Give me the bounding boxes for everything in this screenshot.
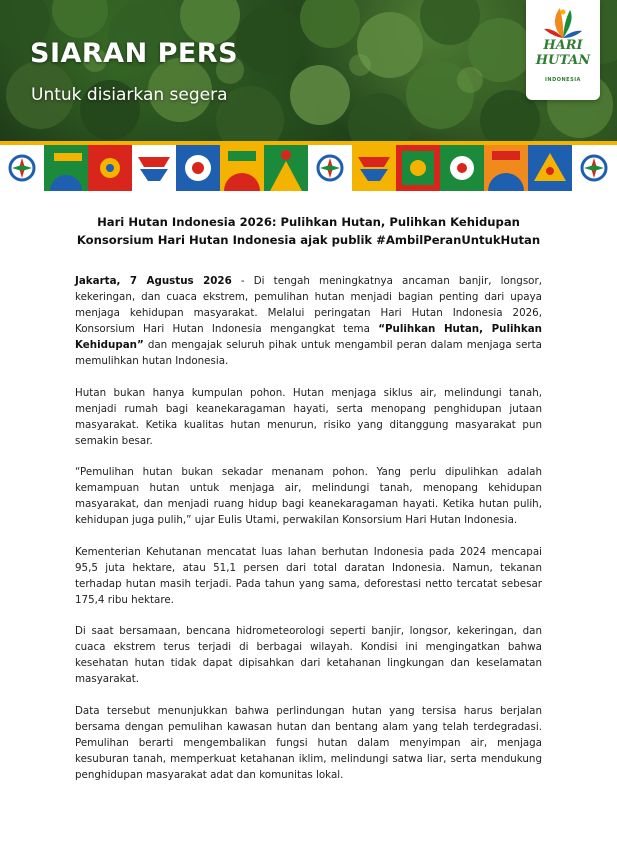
logo-text-indonesia: INDONESIA <box>545 77 581 83</box>
forest-header-banner <box>0 0 617 145</box>
paragraph-2: Hutan bukan hanya kumpulan pohon. Hutan menjaga siklus air, melindungi tanah, menjadi rumah bagi keanekaragaman hayati, serta menopang penghidupan jutaan masyarakat. Ketika kualitas hutan menurun, risiko yang ditanggung masyarakat pun semakin besar. <box>75 386 542 447</box>
hari-hutan-indonesia-logo <box>526 0 600 100</box>
press-release-title: SIARAN PERS <box>30 38 239 69</box>
theme-quote: “Pulihkan Hutan, Pulihkan Kehidupan” <box>75 323 542 351</box>
paragraph-5: Di saat bersamaan, bencana hidrometeorologi seperti banjir, longsor, kekeringan, dan cuaca ekstrem terus terjadi di berbagai wilayah. Kondisi ini mengingatkan bahwa kesehatan hutan tidak dapat dipisahkan dari ketahanan lingkungan dan keselamatan masyarakat. <box>75 625 542 685</box>
paragraph-4: Kementerian Kehutanan mencatat luas lahan berhutan Indonesia pada 2024 mencapai 95,5 juta hektare, atau 51,1 persen dari total daratan Indonesia. Namun, tekanan terhadap hutan masih terjadi. Pada tahun yang sama, deforestasi netto tercatat sebesar 175,4 ribu hektare. <box>75 545 542 606</box>
logo-text-hutan: HUTAN <box>535 53 591 68</box>
paragraph-3: “Pemulihan hutan bukan sekadar menanam pohon. Yang perlu dipulihkan adalah kemampuan hutan untuk menjaga air, melindungi tanah, menopang kehidupan masyarakat, dan menjadi ruang hidup bagi keanekaragaman hayati. Ketika hutan pulih, kehidupan juga pulih,” ujar Eulis Utami, perwakilan Konsorsium Hari Hutan Indonesia. <box>75 466 542 526</box>
press-headline <box>40 213 577 249</box>
headline-line-2: Konsorsium Hari Hutan Indonesia ajak publik #AmbilPeranUntukHutan <box>76 233 541 247</box>
logo-leaf-icon <box>526 2 600 42</box>
press-release-subtitle: Untuk disiarkan segera <box>31 85 228 105</box>
press-body <box>75 273 542 798</box>
forest-canopy-illustration <box>0 0 617 145</box>
batik-pattern-strip <box>0 141 617 191</box>
dateline: Jakarta, 7 Agustus 2026 <box>75 275 232 287</box>
paragraph-1 <box>75 273 542 369</box>
paragraph-1-text-b: dan mengajak seluruh pihak untuk mengambil peran dalam menjaga serta memulihkan hutan Indonesia. <box>75 339 542 367</box>
headline-line-1: Hari Hutan Indonesia 2026: Pulihkan Hutan, Pulihkan Kehidupan <box>97 215 520 229</box>
logo-text-hari: HARI <box>543 38 583 53</box>
paragraph-6: Data tersebut menunjukkan bahwa perlindungan hutan yang tersisa harus berjalan bersama dengan pemulihan kawasan hutan dan bentang alam yang telah terdegradasi. Pemulihan berarti mengembalikan fungsi hutan dalam menyimpan air, menjaga kesuburan tanah, memperkuat ketahanan iklim, melindungi satwa liar, serta mendukung penghidupan masyarakat adat dan komunitas lokal. <box>75 704 542 781</box>
paragraph-1-text-a: - Di tengah meningkatnya ancaman banjir, longsor, kekeringan, dan cuaca ekstrem, pemulihan hutan menjadi bagian penting dari upaya menjaga kehidupan masyarakat. Melalui peringatan Hari Hutan Indonesia 2026, Konsorsium Hari Hutan Indonesia mengangkat tema <box>75 275 542 335</box>
